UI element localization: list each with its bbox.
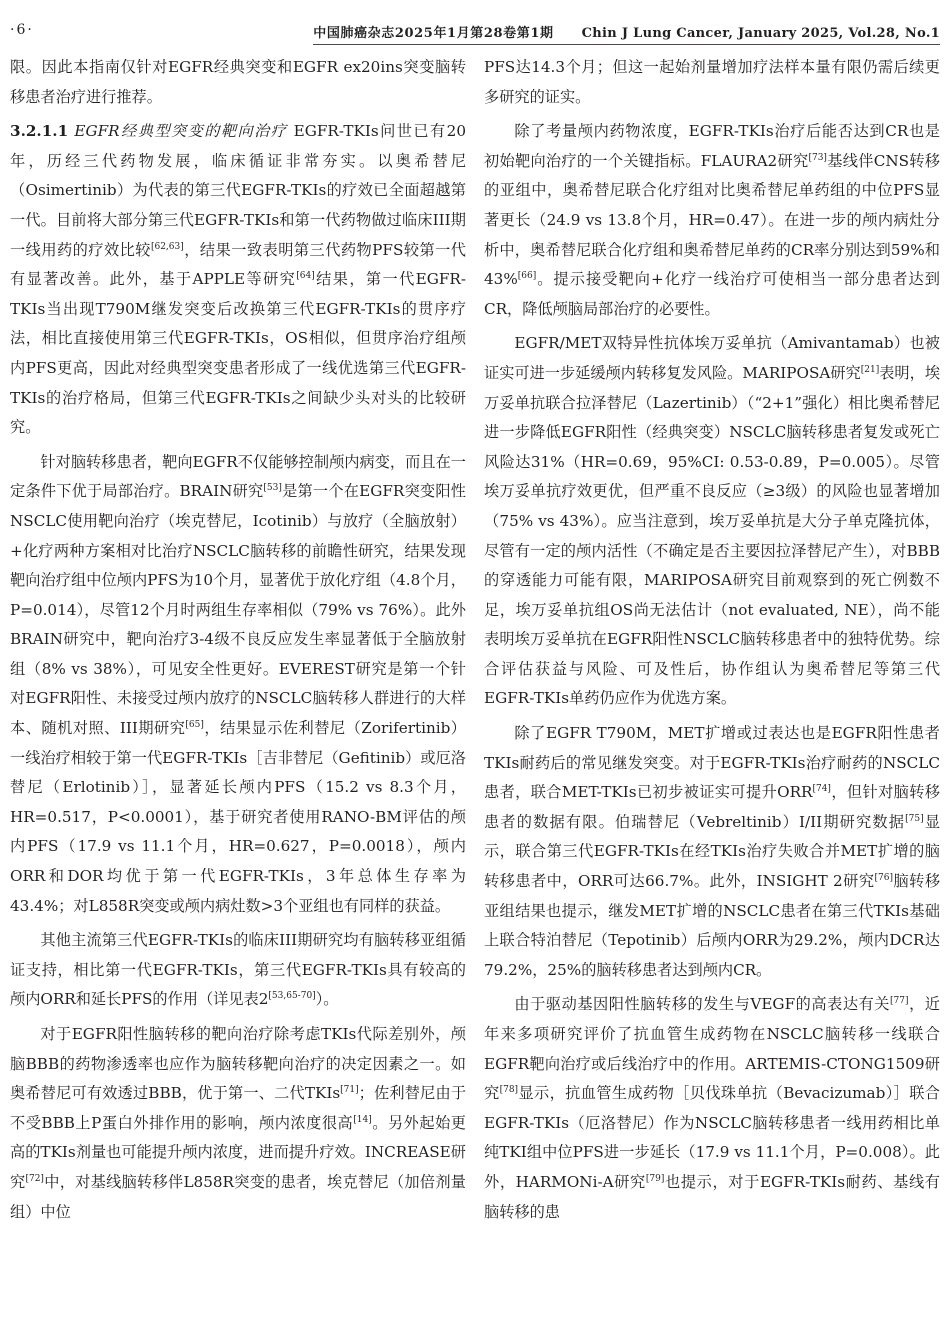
left-column xyxy=(10,53,466,1232)
citation-ref[interactable]: [71] xyxy=(340,1085,359,1096)
citation-ref[interactable]: [73] xyxy=(808,152,827,163)
paragraph xyxy=(10,926,466,1015)
paragraph-text: ，但针对脑转移患者的数据有限。伯瑞替尼（Vebreltinib）I/II期研究数据 xyxy=(484,783,940,831)
paragraph xyxy=(10,1020,466,1227)
paragraph xyxy=(484,117,940,324)
paragraph-text: 限。因此本指南仅针对EGFR经典突变和EGFR ex20ins突变脑转移患者治疗进行推荐。 xyxy=(10,58,466,106)
citation-ref[interactable]: [53] xyxy=(263,483,282,494)
paragraph-text: 除了EGFR T790M，MET扩增或过表达也是EGFR阳性患者TKIs耐药后的常见继发突变。对于EGFR-TKIs治疗耐药的NSCLC患者，联合MET-TKIs已初步被证实可提升ORR xyxy=(484,724,940,802)
paragraph-text: 显示，联合第三代EGFR-TKIs在经TKIs治疗失败合并MET扩增的脑转移患者中，ORR可达66.7%。此外，INSIGHT 2研究 xyxy=(484,812,941,891)
section-title: EGFR经典型突变的靶向治疗 xyxy=(74,122,288,141)
paragraph xyxy=(10,448,466,922)
paragraph-text: ，近年来多项研究评价了抗血管生成药物在NSCLC脑转移一线联合EGFR靶向治疗或后线治疗中的作用。ARTEMIS-CTONG1509研究 xyxy=(484,995,940,1103)
citation-ref[interactable]: [74] xyxy=(812,784,831,795)
paragraph-text: 除了考量颅内药物浓度，EGFR-TKIs治疗后能否达到CR也是初始靶向治疗的一个关键指标。FLAURA2研究 xyxy=(484,122,940,170)
paragraph-text: PFS达14.3个月；但这一起始剂量增加疗法样本量有限仍需后续更多研究的证实。 xyxy=(484,58,940,106)
paragraph-text: 针对脑转移患者，靶向EGFR不仅能够控制颅内病变，而且在一定条件下优于局部治疗。BRAIN研究 xyxy=(10,452,466,501)
paragraph-text: 显示，抗血管生成药物［贝伐珠单抗（Bevacizumab）］联合EGFR-TKIs（厄洛替尼）作为NSCLC脑转移患者一线用药相比单纯TKI组中位PFS进一步延长（17.9 vs 11.1个月，P=0.008）。此外，HARMONi-A研究 xyxy=(484,1084,940,1191)
paragraph-text: 中，对基线脑转移伴L858R突变的患者，埃克替尼（加倍剂量组）中位 xyxy=(10,1172,466,1221)
right-column xyxy=(484,53,940,1232)
citation-ref[interactable]: [72] xyxy=(25,1173,44,1184)
paragraph-text: 表明，埃万妥单抗联合拉泽替尼（Lazertinib）（“2+1”强化）相比奥希替尼进一步降低EGFR阳性（经典突变）NSCLC脑转移患者复发或死亡风险达31%（HR=0.69，95%CI: 0.53-0.89，P=0.005）。尽管埃万妥单抗疗效更优，但严重不良反应（≥3级）的风险也显著增加（75% vs 43%）。应当注意到，埃万妥单抗是大分子单克隆抗体，尽管有一定的颅内活性（不确定是否主要因拉泽替尼产生），对BBB的穿透能力可能有限，MARIPOSA研究目前观察到的死亡例数不足，埃万妥单抗组OS尚无法估计（not evaluated, NE），尚不能表明埃万妥单抗在EGFR阳性NSCLC脑转移患者中的独特优势。综合评估获益与风险、可及性后，协作组认为奥希替尼等第三代EGFR-TKIs单药仍应作为优选方案。 xyxy=(484,363,941,708)
paragraph-text: 脑转移亚组结果也提示，继发MET扩增的NSCLC患者在第三代TKIs基础上联合特泊替尼（Tepotinib）后颅内ORR为29.2%，颅内DCR达79.2%，25%的脑转移患者达到颅内CR。 xyxy=(484,872,941,979)
paragraph-text: ）。 xyxy=(315,990,339,1009)
paragraph-text: EGFR/MET双特异性抗体埃万妥单抗（Amivantamab）也被证实可进一步延缓颅内转移复发风险。MARIPOSA研究 xyxy=(484,334,940,382)
paragraph-text: 基线伴CNS转移的亚组中，奥希替尼联合化疗组对比奥希替尼单药组的中位PFS显著更长（24.9 vs 13.8个月，HR=0.47）。在进一步的颅内病灶分析中，奥希替尼联合化疗组和奥希替尼单药的CR率分别达到59%和43% xyxy=(484,151,940,289)
paragraph-text: ；佐利替尼由于不受BBB上P蛋白外排作用的影响，颅内浓度很高 xyxy=(10,1084,467,1132)
citation-ref[interactable]: [62,63] xyxy=(150,241,184,252)
running-header xyxy=(10,20,940,42)
citation-ref[interactable]: [64] xyxy=(296,271,315,282)
journal-citation xyxy=(313,22,940,45)
citation-ref[interactable]: [79] xyxy=(645,1173,665,1184)
paragraph xyxy=(10,53,466,112)
paragraph-text: 结果，第一代EGFR-TKIs当出现T790M继发突变后改换第三代EGFR-TKIs的贯序疗法，相比直接使用第三代EGFR-TKIs，OS相似，但贯序治疗组颅内PFS更高，因此对经典型突变患者形成了一线优选第三代EGFR-TKIs的治疗格局，但第三代EGFR-TKIs之间缺少头对头的比较研究。 xyxy=(10,270,467,437)
paragraph-text: 。另外起始更高的TKIs剂量也可能提升颅内浓度，进而提升疗效。INCREASE研究 xyxy=(10,1113,466,1191)
paragraph-text: ，结果显示佐利替尼（Zorifertinib）一线治疗相较于第一代EGFR-TKIs［吉非替尼（Gefitinib）或厄洛替尼（Erlotinib）］，显著延长颅内PFS（15.2 vs 8.3个月，HR=0.517，P<0.0001），基于研究者使用RANO-BM评估的颅内PFS（17.9 vs 11.1个月，HR=0.627，P=0.0018），颅内ORR和DOR均优于第一代EGFR-TKIs，3年总体生存率为43.4%；对L858R突变或颅内病灶数>3个亚组也有同样的获益。 xyxy=(10,719,466,915)
paragraph-text: ，结果一致表明第三代药物PFS较第一代有显著改善。此外，基于APPLE等研究 xyxy=(10,240,466,289)
paragraph-text: 对于EGFR阳性脑转移的靶向治疗除考虑TKIs代际差别外，颅脑BBB的药物渗透率也应作为脑转移靶向治疗的决定因素之一。如奥希替尼可有效透过BBB，优于第一、二代TKIs xyxy=(10,1025,466,1103)
paragraph-text: 其他主流第三代EGFR-TKIs的临床III期研究均有脑转移亚组循证支持，相比第一代EGFR-TKIs，第三代EGFR-TKIs具有较高的颅内ORR和延长PFS的作用（详见表2 xyxy=(10,931,466,1009)
paragraph-text: 。提示接受靶向+化疗一线治疗可使相当一部分患者达到CR，降低颅脑局部治疗的必要性。 xyxy=(484,270,940,318)
citation-ref[interactable]: [53,65-70] xyxy=(268,991,316,1002)
citation-ref[interactable]: [75] xyxy=(905,813,924,824)
journal-title-en: Chin J Lung Cancer, January 2025, Vol.28, No.1 xyxy=(581,26,940,41)
paragraph-text: EGFR-TKIs问世已有20年，历经三代药物发展，临床循证非常夯实。以奥希替尼（Osimertinib）为代表的第三代EGFR-TKIs的疗效已全面超越第一代。目前将大部分第三代EGFR-TKIs和第一代药物做过临床III期一线用药的疗效比较 xyxy=(10,122,466,259)
citation-ref[interactable]: [21] xyxy=(860,364,880,375)
journal-title-cn: 中国肺癌杂志2025年1月第28卷第1期 xyxy=(313,26,554,41)
section-3-2-1-1 xyxy=(10,117,466,443)
paragraph xyxy=(484,719,940,985)
citation-ref[interactable]: [76] xyxy=(874,873,893,884)
citation-ref[interactable]: [65] xyxy=(185,720,204,731)
paragraph-text: 由于驱动基因阳性脑转移的发生与VEGF的高表达有关 xyxy=(514,995,891,1014)
paragraph xyxy=(484,990,940,1227)
citation-ref[interactable]: [78] xyxy=(499,1085,519,1096)
paragraph-text: 也提示，对于EGFR-TKIs耐药、基线有脑转移的患 xyxy=(484,1172,940,1221)
paragraph xyxy=(484,329,940,714)
citation-ref[interactable]: [66] xyxy=(517,271,537,282)
paragraph xyxy=(484,53,940,112)
paragraph-text: 是第一个在EGFR突变阳性NSCLC使用靶向治疗（埃克替尼，Icotinib）与放疗（全脑放射）+化疗两种方案相对比治疗NSCLC脑转移的前瞻性研究，结果发现靶向治疗组中位颅内PFS为10个月，显著优于放化疗组（4.8个月，P=0.014），尽管12个月时两组生存率相似（79% vs 76%）。此外BRAIN研究中，靶向治疗3-4级不良反应发生率显著低于全脑放射组（8% vs 38%），可见安全性更好。EVEREST研究是第一个针对EGFR阳性、未接受过颅内放疗的NSCLC脑转移人群进行的大样本、随机对照、III期研究 xyxy=(10,482,466,738)
citation-ref[interactable]: [77] xyxy=(890,996,909,1007)
citation-ref[interactable]: [14] xyxy=(353,1114,372,1125)
page-number: ·6· xyxy=(10,22,34,38)
section-number: 3.2.1.1 xyxy=(10,122,69,141)
